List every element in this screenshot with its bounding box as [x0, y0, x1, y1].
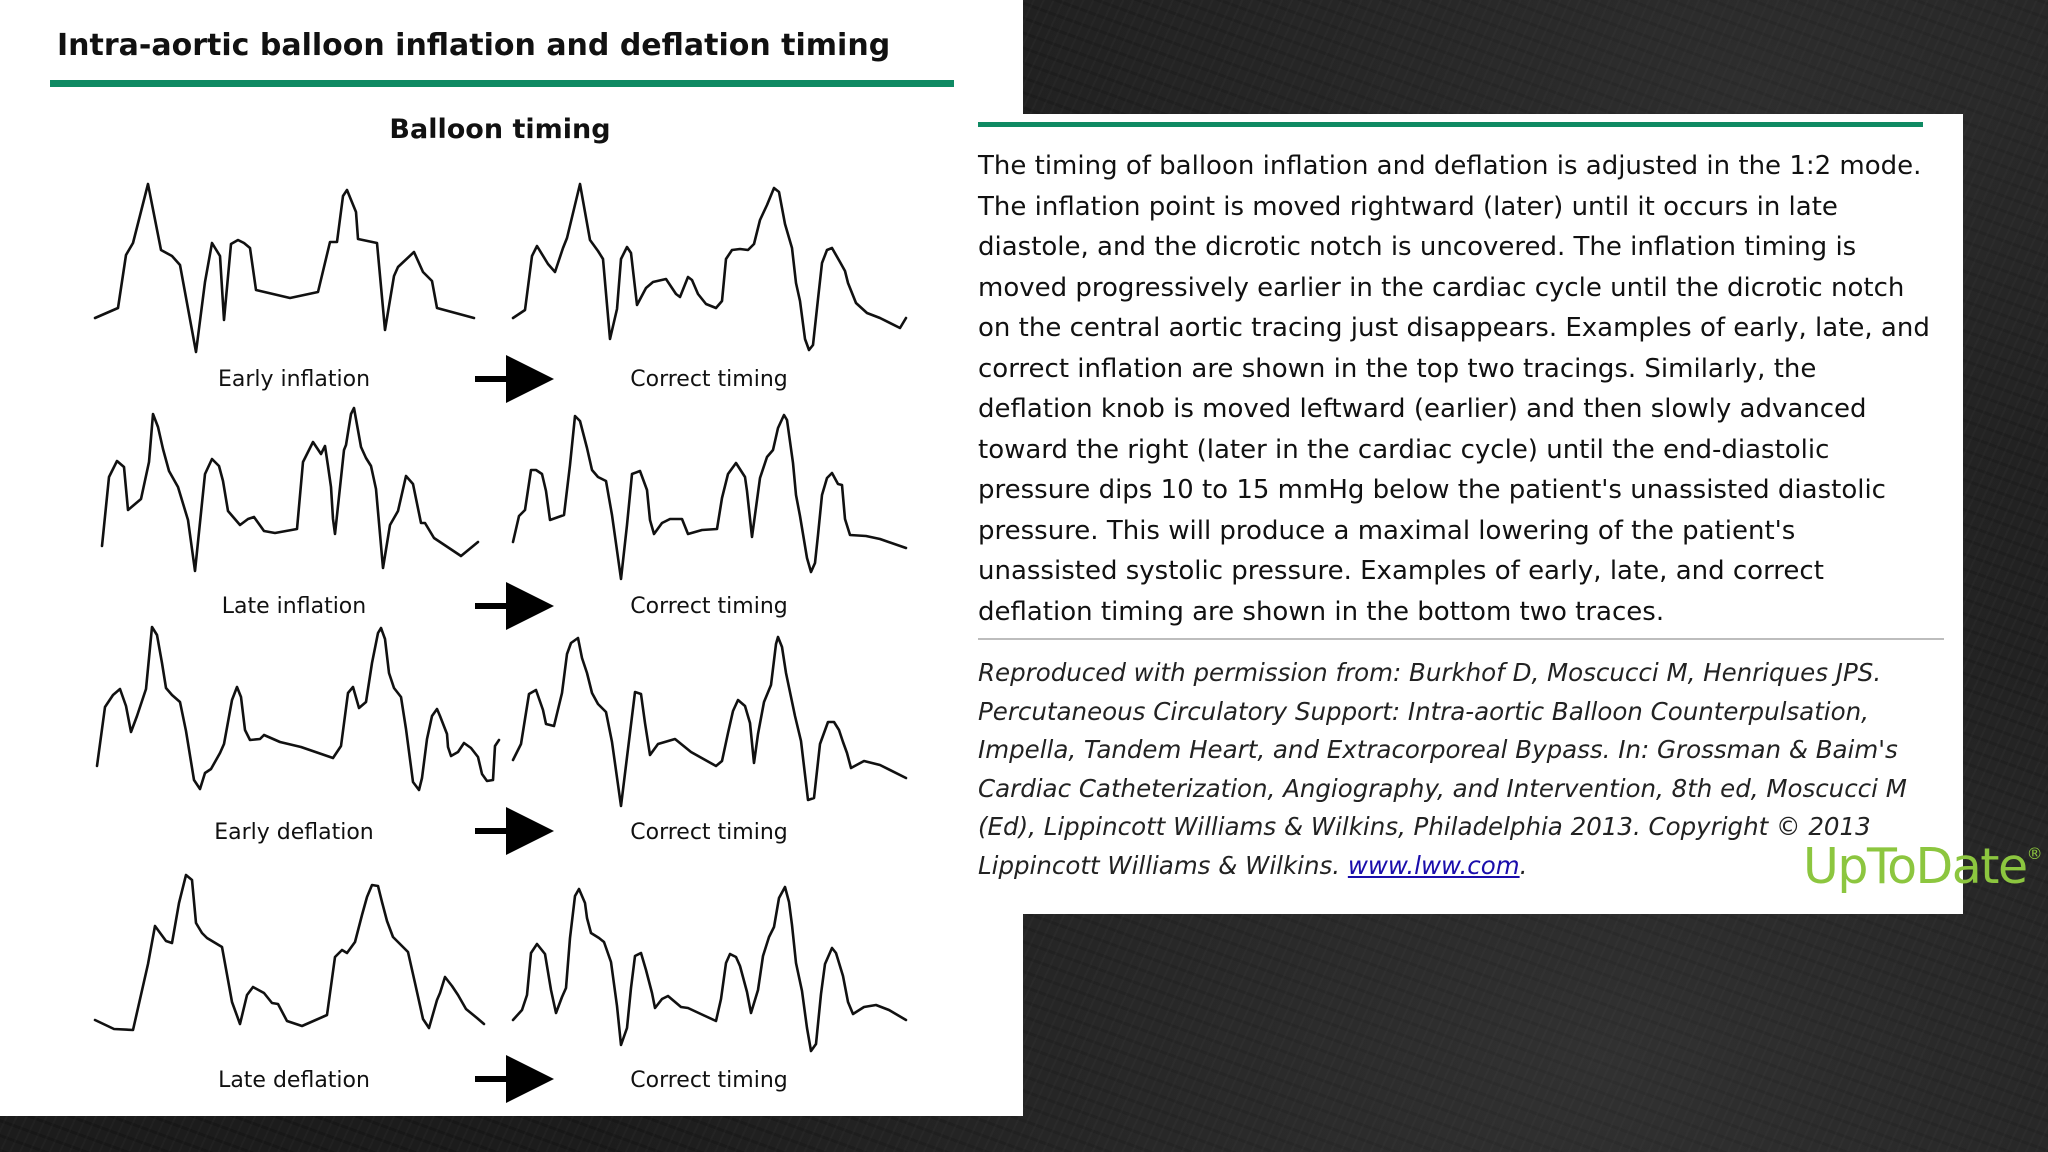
tracing-correct-timing-4	[513, 887, 906, 1051]
logo-text: UpToDate	[1803, 838, 2027, 895]
description-rule	[978, 122, 1923, 127]
balloon-timing-diagram	[0, 0, 1023, 1116]
tracing-late-inflation	[102, 408, 478, 571]
publisher-link[interactable]: www.lww.com	[1347, 850, 1520, 880]
label-late-deflation: Late deflation	[218, 1068, 370, 1093]
label-correct-timing-3: Correct timing	[630, 820, 788, 845]
tracing-correct-timing-2	[513, 415, 906, 579]
description-text: The timing of balloon inflation and deflation is adjusted in the 1:2 mode. The inflation point is moved rightward (later) until it occurs in late diastole, and the dicrotic notch is uncovered. The inflation timing is moved progressively earlier in the cardiac cycle until the dicrotic notch on the central aortic tracing just disappears. Examples of early, late, and correct inflation are shown in the top two tracings. Similarly, the deflation knob is moved leftward (earlier) and then slowly advanced toward the right (later in the cardiac cycle) until the end-diastolic pressure dips 10 to 15 mmHg below the patient's unassisted diastolic pressure. This will produce a maximal lowering of the patient's unassisted systolic pressure. Examples of early, late, and correct deflation timing are shown in the bottom two traces.	[978, 151, 1930, 627]
registered-mark: ®	[2026, 844, 2042, 863]
citation	[978, 654, 1938, 885]
label-correct-timing-2: Correct timing	[630, 594, 788, 619]
label-correct-timing-1: Correct timing	[630, 367, 788, 392]
label-late-inflation: Late inflation	[221, 594, 367, 619]
figure-panel	[0, 0, 1023, 1116]
tracing-late-deflation	[95, 875, 484, 1030]
tracing-correct-timing-1	[513, 184, 906, 350]
arrows	[475, 379, 548, 1079]
description-panel	[960, 114, 2042, 914]
label-early-deflation: Early deflation	[214, 820, 374, 845]
uptodate-logo	[1803, 838, 2041, 895]
citation-trailing: .	[1519, 850, 1528, 880]
panel-heading: Balloon timing	[389, 114, 611, 145]
label-early-inflation: Early inflation	[217, 367, 371, 392]
row-labels	[214, 367, 788, 1093]
tracing-correct-timing-3	[513, 637, 906, 806]
tracing-early-deflation	[97, 627, 499, 790]
citation-text: Reproduced with permission from: Burkhof D, Moscucci M, Henriques JPS. Percutaneous Circulatory Support: Intra-aortic Balloon Counterpulsation, Impella, Tandem Heart, and Extracorporeal Bypass. In: Grossman & Baim's Cardiac Catheterization, Angiography, and Intervention, 8th ed, Moscucci M (Ed), Lippincott Williams & Wilkins, Philadelphia 2013. Copyright © 2013 Lippincott Williams & Wilkins.	[978, 658, 1907, 880]
label-correct-timing-4: Correct timing	[630, 1068, 788, 1093]
tracing-early-inflation	[95, 184, 474, 352]
figure-title: Intra-aortic balloon inflation and deflation timing	[57, 28, 891, 63]
citation-divider	[978, 638, 1944, 640]
